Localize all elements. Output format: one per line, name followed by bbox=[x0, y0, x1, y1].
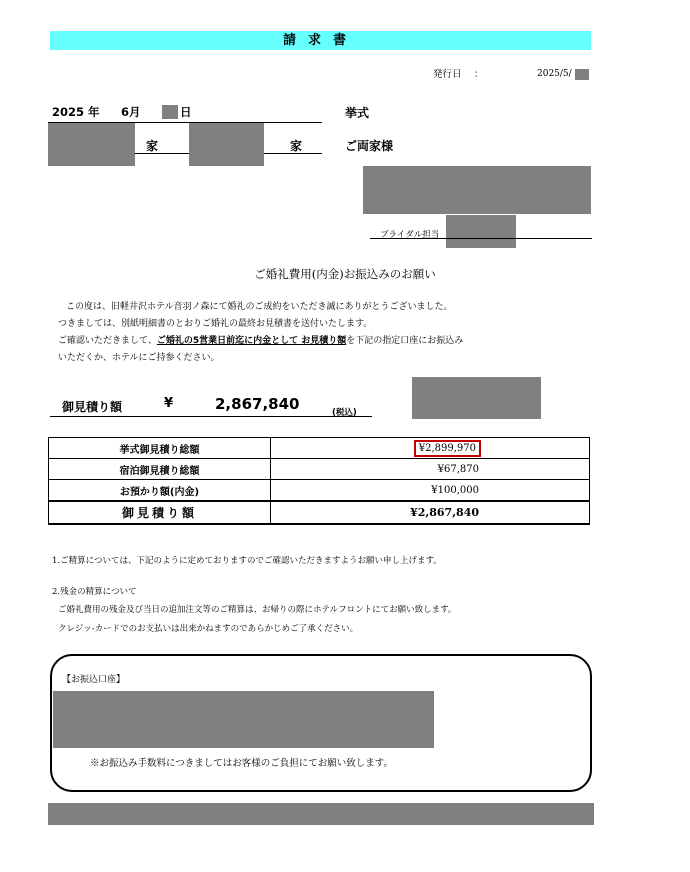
document-title: 請求書 bbox=[50, 31, 591, 50]
notice-line-1: この度は、旧軽井沢ホテル音羽ノ森にて婚礼のご成約をいただき誠にありがとうございました。 bbox=[66, 302, 453, 312]
estimate-tax-note: (税込) bbox=[332, 408, 357, 418]
issue-date-colon: ： bbox=[474, 69, 484, 80]
bridal-staff-label: ブライダル担当 bbox=[380, 230, 440, 240]
table-row bbox=[49, 480, 590, 502]
table-label-cell: 宿泊御見積り総額 bbox=[49, 459, 271, 480]
redacted-stamp bbox=[412, 377, 541, 419]
family-suffix-1: 家 bbox=[146, 139, 159, 153]
table-label-cell: 挙式御見積り総額 bbox=[49, 438, 271, 459]
estimate-underline bbox=[50, 416, 372, 417]
table-label-cell: お預かり額(内金) bbox=[49, 480, 271, 502]
ceremony-label: 挙式 bbox=[345, 106, 370, 120]
ceremony-day-suffix: 日 bbox=[180, 105, 192, 119]
notice-heading: ご婚礼費用(内金)お振込みのお願い bbox=[254, 267, 436, 281]
redacted-ceremony-day bbox=[162, 105, 178, 119]
table-row bbox=[49, 459, 590, 480]
terms-item-1: 1.ご精算については、下記のように定めておりますのでご確認いただきますようお願い申し上げます。 bbox=[52, 556, 442, 566]
notice-line-4: いただくか、ホテルにご持参ください。 bbox=[58, 353, 220, 363]
redacted-bank-account bbox=[53, 691, 434, 748]
redacted-family-name-1 bbox=[48, 123, 135, 166]
redacted-bridal-staff bbox=[446, 215, 516, 248]
table-total-value: ¥2,867,840 bbox=[271, 501, 590, 524]
issue-date-value: 2025/5/ bbox=[537, 69, 572, 79]
amount-table bbox=[48, 437, 590, 525]
table-total-label: 御見積り額 bbox=[49, 501, 271, 524]
table-total-row bbox=[49, 501, 590, 524]
issue-date-label: 発行日 bbox=[433, 69, 462, 80]
estimate-label: 御見積り額 bbox=[62, 400, 123, 414]
notice-line-3-prefix: ご確認いただきまして、 bbox=[58, 336, 157, 346]
estimate-amount: 2,867,840 bbox=[215, 395, 300, 413]
family-underline-1 bbox=[135, 153, 189, 154]
transfer-fee-note: ※お振込み手数料につきましてはお客様のご負担にてお願い致します。 bbox=[90, 758, 394, 769]
family-underline-2 bbox=[264, 153, 322, 154]
terms-item-2-heading: 2.残金の精算について bbox=[52, 587, 137, 597]
bank-account-label: 【お振込口座】 bbox=[62, 675, 126, 685]
family-suffix-2: 家 bbox=[290, 139, 303, 153]
terms-item-2-line-2: クレジッ-カードでのお支払いは出来かねますのであらかじめご了承ください。 bbox=[58, 624, 359, 634]
bridal-staff-underline bbox=[370, 238, 592, 239]
notice-line-3 bbox=[58, 333, 463, 346]
table-value-cell bbox=[271, 438, 590, 459]
table-value-cell: ¥100,000 bbox=[271, 480, 590, 502]
ceremony-year: 2025 年 bbox=[52, 105, 100, 119]
terms-item-2-line-1: ご婚礼費用の残金及び当日の追加注文等のご精算は、お帰りの際にホテルフロントにてお願い致します。 bbox=[58, 605, 457, 615]
redacted-hotel-info bbox=[363, 166, 591, 214]
redacted-issue-day bbox=[575, 69, 589, 80]
redacted-family-name-2 bbox=[189, 123, 264, 166]
table-row bbox=[49, 438, 590, 459]
notice-line-2: つきましては、別紙明細書のとおりご婚礼の最終お見積書を送付いたします。 bbox=[58, 319, 373, 329]
redacted-footer bbox=[48, 803, 594, 825]
notice-line-3-emphasis: ご婚礼の5営業日前迄に内金として お見積り額 bbox=[156, 336, 347, 346]
table-value-cell: ¥67,870 bbox=[271, 459, 590, 480]
notice-line-3-suffix: を下記の指定口座にお振込み bbox=[346, 336, 464, 346]
estimate-currency: ¥ bbox=[164, 396, 174, 411]
highlighted-value: ¥2,899,970 bbox=[416, 442, 479, 455]
addressee: ご両家様 bbox=[345, 139, 394, 153]
ceremony-month: 6月 bbox=[121, 105, 141, 119]
